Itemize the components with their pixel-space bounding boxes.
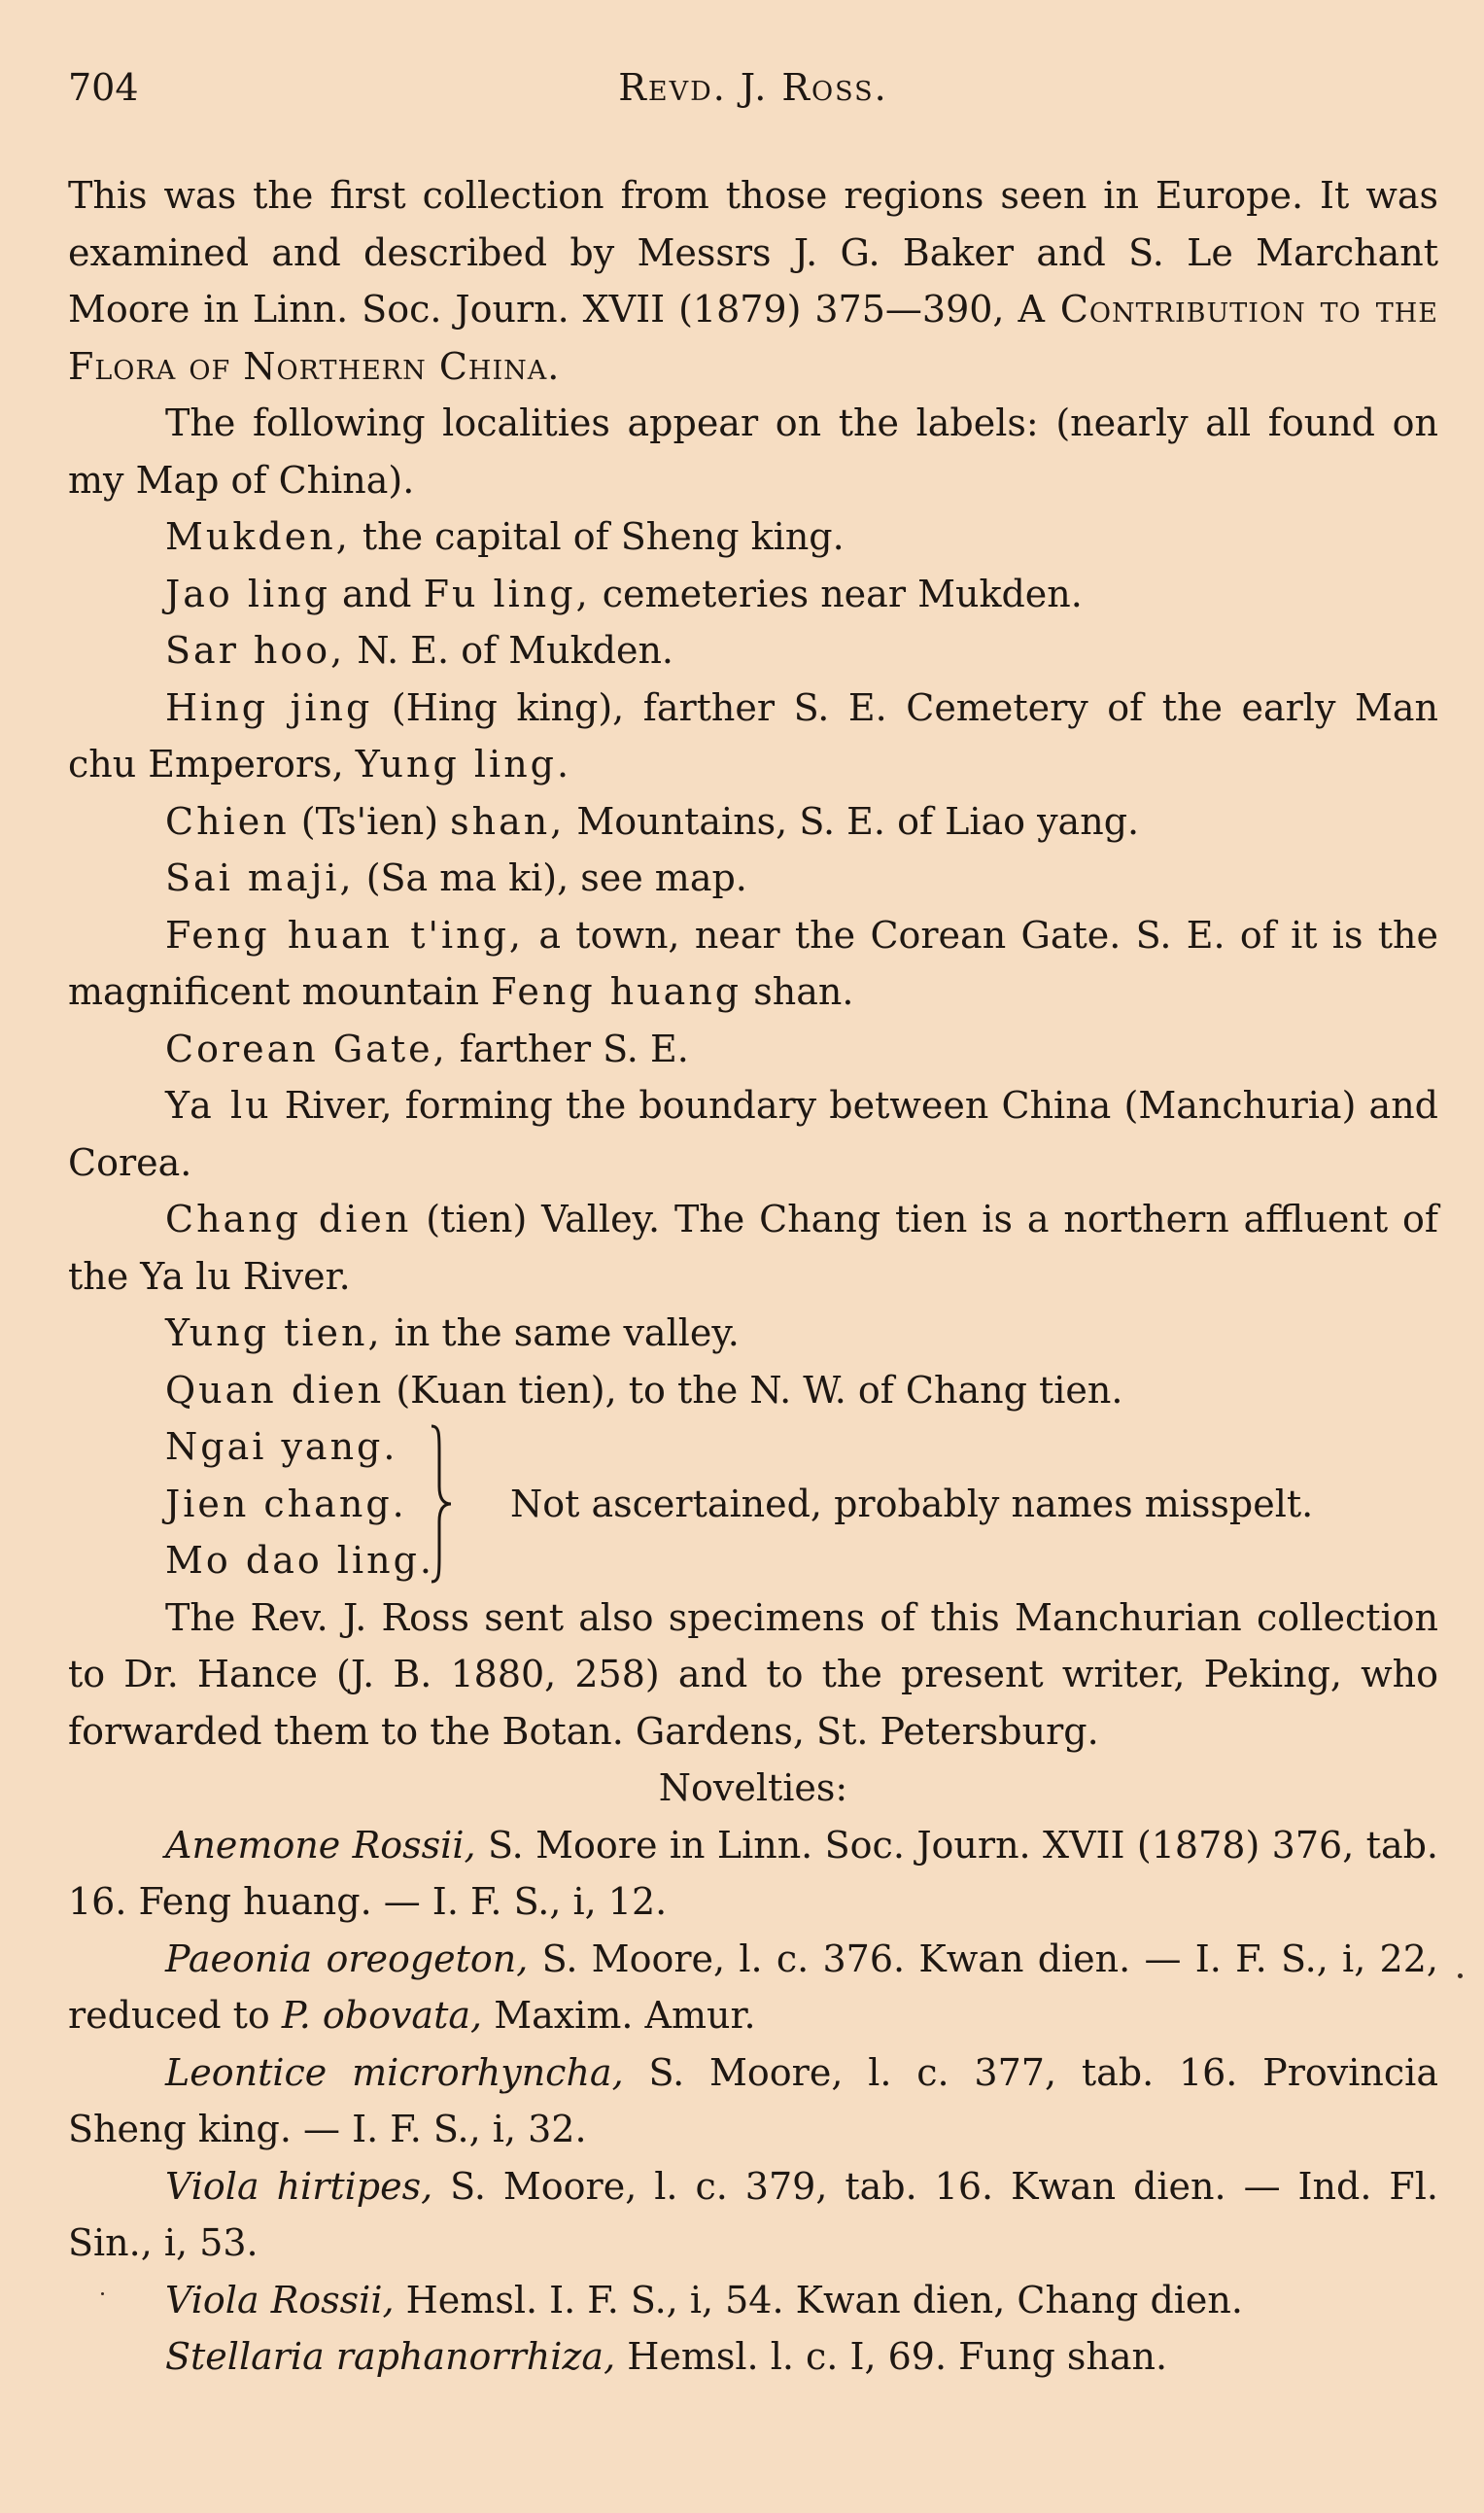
locality-name: Quan dien (165, 1368, 385, 1412)
novelties-heading: Novelties: (658, 1766, 848, 1809)
page-body (68, 167, 1438, 2386)
locality-desc: N. E. of Mukden. (345, 629, 674, 672)
species-ref: S. Moore, l. c. 377, tab. 16. Provincia Sheng king. — I. F. S., i, 32. (68, 2050, 1438, 2150)
locality-item (68, 680, 1438, 793)
localities-intro: The following localities appear on the labels: (nearly all found on my Map of China). (68, 401, 1438, 502)
species-ref: S. Moore, l. c. 379, tab. 16. Kwan dien. — Ind. Fl. Sin., i, 53. (68, 2164, 1438, 2264)
unascertained-name: Mo dao ling. (165, 1539, 434, 1582)
intro-title: A Contribution to the Flora of Northern China. (68, 288, 1438, 388)
species-name: Paeonia oreogeton, (165, 1937, 529, 1980)
locality-name: Chang dien (165, 1198, 412, 1240)
page-number: 704 (68, 66, 139, 109)
locality-item (68, 1362, 1438, 1419)
intro-paragraph (68, 167, 1438, 395)
locality-desc: and (329, 572, 424, 615)
locality-item (68, 907, 1438, 1021)
locality-desc: (tien) Valley. The Chang tien is a northern affluent of the Ya lu River. (68, 1198, 1438, 1298)
locality-desc: farther S. E. (447, 1027, 689, 1070)
locality-item (68, 1305, 1438, 1362)
locality-name: Sai maji, (165, 856, 355, 899)
novelty-item (68, 2158, 1438, 2272)
unascertained-note: Not ascertained, probably names misspelt. (510, 1482, 1314, 1525)
locality-name: Jao ling (165, 572, 330, 615)
locality-name: Yung tien, (165, 1311, 383, 1354)
species-name: Viola hirtipes, (165, 2164, 433, 2208)
locality-item (68, 793, 1438, 851)
species-ref: Hemsl. l. c. I, 69. Fung shan. (615, 2335, 1168, 2378)
locality-desc: cemeteries near Mukden. (590, 572, 1083, 615)
locality-item (68, 508, 1438, 566)
species-name: Viola Rossii, (165, 2278, 395, 2321)
page-header (68, 58, 1438, 117)
species-ref: Hemsl. I. F. S., i, 54. Kwan dien, Chang dien. (394, 2278, 1243, 2321)
species-ref: Maxim. Amur. (482, 1994, 756, 2037)
locality-name: Ya lu (165, 1084, 272, 1127)
unascertained-names (165, 1418, 434, 1589)
locality-name: Fu ling, (423, 572, 591, 615)
locality-name: Hing jing (165, 685, 373, 729)
locality-desc: Mountains, S. E. of Liao yang. (565, 799, 1140, 843)
novelty-item (68, 2328, 1438, 2386)
locality-desc: (Sa ma ki), see map. (354, 856, 747, 899)
locality-desc: River, forming the boundary between China (Manchuria) and Corea. (68, 1084, 1439, 1184)
locality-item (68, 566, 1438, 623)
locality-item (68, 622, 1438, 680)
species-name: Stellaria raphanorrhiza, (165, 2335, 616, 2378)
locality-desc: in the same valley. (382, 1311, 740, 1354)
species-ref: S. Moore, l. c. 376. Kwan dien. — I. F. S., i, 22, reduced to (68, 1937, 1438, 2037)
species-name: Anemone Rossii, (165, 1823, 476, 1867)
intro-text: This was the first collection from those regions seen in Europe. It was examined and described by Messrs J. G. Baker and S. Le Marchant Moore in Linn. Soc. Journ. XVII (1879) 375—390, (68, 174, 1438, 331)
locality-item (68, 850, 1438, 907)
locality-name: shan, (450, 799, 566, 843)
species-name: P. obovata, (281, 1994, 483, 2037)
locality-desc: the capital of Sheng king. (350, 515, 845, 558)
locality-name: Yung ling. (355, 743, 572, 785)
locality-name: Mukden, (165, 515, 351, 558)
ink-speck (1458, 1973, 1463, 1978)
locality-item (68, 1191, 1438, 1305)
locality-name: Feng huang (491, 970, 742, 1013)
curly-brace-icon (426, 1422, 465, 1586)
closing-paragraph: The Rev. J. Ross sent also specimens of this Manchurian collection to Dr. Hance (J. B. 1880, 258) and to the present writer, Peking, who forwarded them to the Botan. Gardens, St. Petersburg. (68, 1595, 1438, 1753)
locality-name: Chien (165, 799, 290, 843)
novelty-item (68, 2044, 1438, 2158)
unascertained-name: Jien chang. (165, 1482, 407, 1525)
novelty-item (68, 1817, 1438, 1931)
locality-name: Feng huan t'ing, (165, 913, 525, 957)
species-name: Leontice microrhyncha, (165, 2050, 624, 2094)
locality-desc: shan. (742, 970, 854, 1013)
unascertained-group (68, 1418, 1438, 1589)
unascertained-name: Ngai yang. (165, 1425, 398, 1468)
locality-name: Sar hoo, (165, 629, 346, 672)
locality-name: Corean Gate, (165, 1027, 448, 1070)
locality-desc: (Ts'ien) (289, 799, 451, 843)
running-title: Revd. J. Ross. (618, 66, 888, 109)
ink-speck (101, 2292, 104, 2295)
novelty-item (68, 2272, 1438, 2329)
locality-desc: (Hing king), farther S. E. Cemetery of the early Man chu Emperors, (68, 685, 1439, 785)
locality-desc: (Kuan tien), to the N. W. of Chang tien. (384, 1368, 1123, 1412)
locality-item (68, 1077, 1438, 1191)
book-page (68, 58, 1438, 2386)
locality-desc: a town, near the Corean Gate. S. E. of it is the magnificent mountain (68, 913, 1438, 1013)
species-ref: S. Moore in Linn. Soc. Journ. XVII (1878) 376, tab. 16. Feng huang. — I. F. S., i, 12. (68, 1823, 1439, 1923)
novelty-item (68, 1931, 1438, 2044)
locality-item (68, 1021, 1438, 1078)
